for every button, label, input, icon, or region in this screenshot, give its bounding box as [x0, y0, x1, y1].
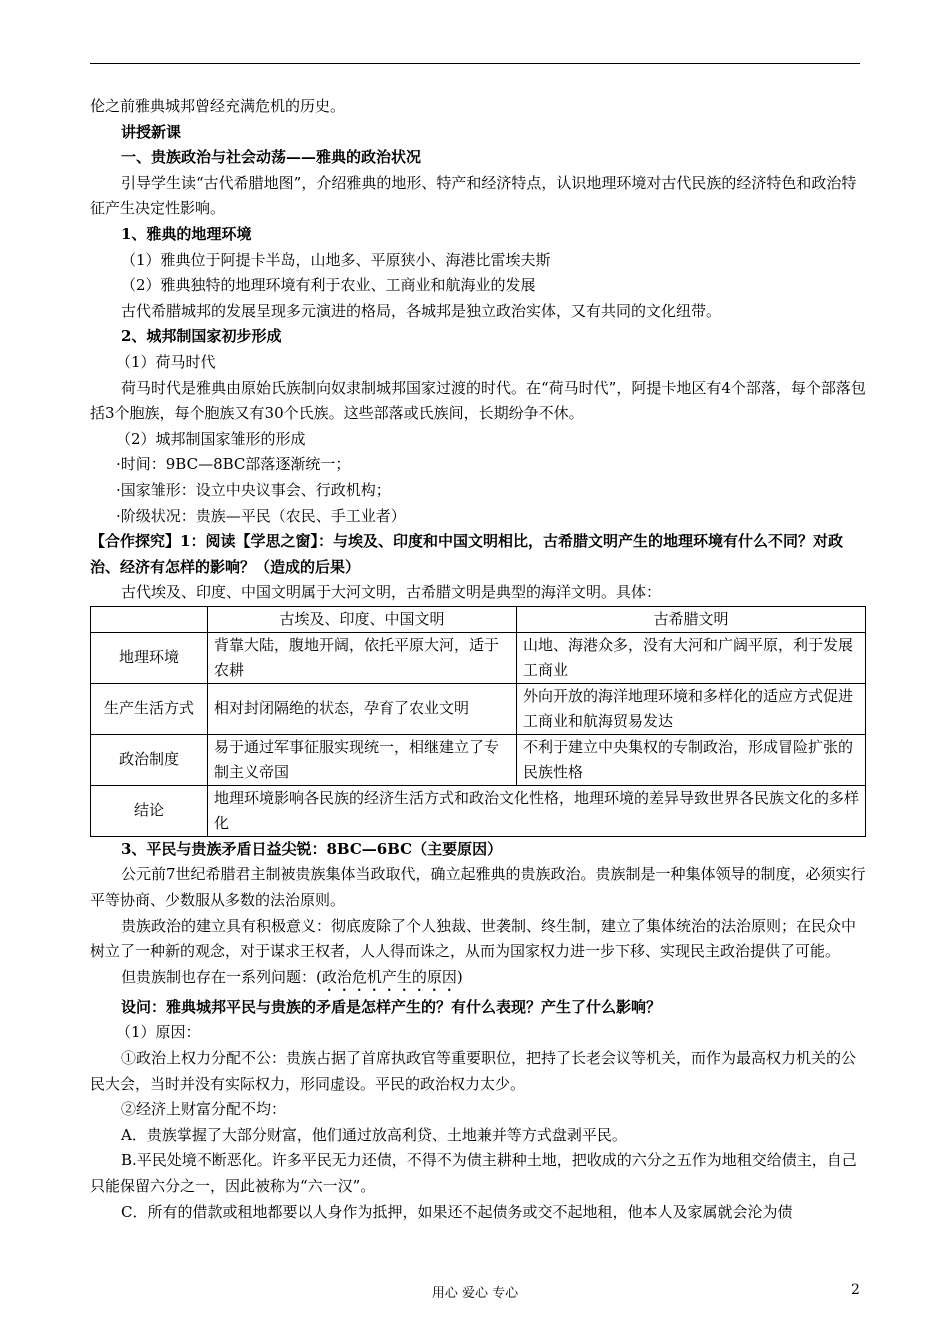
subsection-heading: 2、城邦制国家初步形成	[121, 327, 282, 346]
table-cell: 相对封闭隔绝的状态，孕育了农业文明	[208, 683, 517, 734]
page-body	[90, 94, 866, 1225]
page-number: 2	[851, 1282, 860, 1298]
table-row	[91, 632, 866, 683]
paragraph: （1）原因：	[116, 1023, 201, 1042]
page-footer: 用心 爱心 专心	[431, 1286, 519, 1301]
table-cell: 不利于建立中央集权的专制政治，形成冒险扩张的民族性格	[517, 734, 866, 785]
row-label: 政治制度	[91, 734, 208, 785]
subsection-heading: 3、平民与贵族矛盾日益尖锐：8BC—6BC（主要原因）	[121, 839, 503, 858]
table-header-cell: 古希腊文明	[517, 606, 866, 632]
table-header-cell: 古埃及、印度、中国文明	[208, 606, 517, 632]
row-label: 结论	[91, 785, 208, 836]
table-header-cell	[91, 606, 208, 632]
table-cell: 外向开放的海洋地理环境和多样化的适应方式促进工商业和航海贸易发达	[517, 683, 866, 734]
section-heading: 讲授新课	[121, 122, 182, 141]
question: 设问：雅典城邦平民与贵族的矛盾是怎样产生的？有什么表现？产生了什么影响？	[121, 997, 662, 1016]
row-label: 地理环境	[91, 632, 208, 683]
paragraph: （1）雅典位于阿提卡半岛，山地多、平原狭小、海港比雷埃夫斯	[121, 250, 551, 269]
table-row	[91, 734, 866, 785]
table-cell: 易于通过军事征服实现统一，相继建立了专制主义帝国	[208, 734, 517, 785]
paragraph: B.平民处境不断恶化。许多平民无力还债，不得不为债主耕种土地，把收成的六分之五作为地租交给债主，自己只能保留六分之一，因此被称为“六一汉”。	[90, 1151, 857, 1195]
table-cell: 背靠大陆，腹地开阔，依托平原大河，适于农耕	[208, 632, 517, 683]
paragraph: 贵族政治的建立具有积极意义：彻底废除了个人独裁、世袭制、终生制，建立了集体统治的法治原则；在民众中树立了一种新的观念，对于谋求王权者，人人得而诛之，从而为国家权力进一步下移、实现民主政治提供了可能。	[90, 916, 857, 961]
paragraph: 古代希腊城邦的发展呈现多元演进的格局，各城邦是独立政治实体，又有共同的文化纽带。	[121, 301, 722, 320]
section-heading: 一、贵族政治与社会动荡——雅典的政治状况	[121, 148, 422, 167]
paragraph: （2）雅典独特的地理环境有利于农业、工商业和航海业的发展	[121, 276, 536, 295]
paragraph: 公元前7世纪希腊君主制被贵族集体当政取代，确立起雅典的贵族政治。贵族制是一种集体领导的制度，必须实行平等协商、少数服从多数的法治原则。	[90, 865, 866, 910]
paragraph: （2）城邦制国家雏形的形成	[116, 429, 306, 448]
table-row	[91, 683, 866, 734]
paragraph: 古代埃及、印度、中国文明属于大河文明，古希腊文明是典型的海洋文明。具体：	[121, 583, 662, 602]
table-row	[91, 785, 866, 836]
paragraph: （1）荷马时代	[116, 352, 216, 371]
paragraph: 荷马时代是雅典由原始氏族制向奴隶制城邦国家过渡的时代。在“荷马时代”，阿提卡地区有4个部落，每个部落包括3个胞族，每个胞族又有30个氏族。这些部落或氏族间，长期纷争不休。	[90, 378, 866, 423]
paragraph: 伦之前雅典城邦曾经充满危机的历史。	[90, 97, 346, 115]
header-rule	[90, 63, 860, 64]
paragraph: ①政治上权力分配不公：贵族占据了首席执政官等重要职位，把持了长老会议等机关，而作为最高权力机关的公民大会，当时并没有实际权力，形同虚设。平民的政治权力太少。	[90, 1049, 857, 1093]
subsection-heading: 1、雅典的地理环境	[121, 224, 252, 243]
inquiry-question: 【合作探究】1：阅读【学思之窗】：与埃及、印度和中国文明相比，古希腊文明产生的地理环境有什么不同？对政治、经济有怎样的影响？（造成的后果）	[90, 532, 843, 576]
comparison-table	[90, 606, 866, 837]
paragraph: C．所有的借款或租地都要以人身作为抵押，如果还不起债务或交不起地租，他本人及家属就会沦为债	[121, 1202, 793, 1221]
row-label: 生产生活方式	[91, 683, 208, 734]
bullet-item: ·阶级状况：贵族—平民（农民、手工业者）	[116, 506, 406, 525]
bullet-item: ·时间：9BC—8BC部落逐渐统一；	[116, 455, 351, 474]
paragraph: 引导学生读“古代希腊地图”，介绍雅典的地形、特产和经济特点，认识地理环境对古代民族的经济特色和政治特征产生决定性影响。	[90, 173, 857, 218]
table-cell-merged: 地理环境影响各民族的经济生活方式和政治文化性格，地理环境的差异导致世界各民族文化的多样化	[208, 785, 866, 836]
emphasis-text: (政治危机产生的原因)	[316, 967, 463, 986]
table-header-row	[91, 606, 866, 632]
bullet-item: ·国家雏形：设立中央议事会、行政机构；	[116, 480, 391, 499]
paragraph: ②经济上财富分配不均：	[121, 1100, 287, 1119]
table-cell: 山地、海港众多，没有大河和广阔平原，利于发展工商业	[517, 632, 866, 683]
paragraph-text: 但贵族制也存在一系列问题：	[121, 967, 317, 986]
paragraph: A．贵族掌握了大部分财富，他们通过放高利贷、土地兼并等方式盘剥平民。	[121, 1125, 627, 1144]
paragraph	[90, 965, 866, 995]
